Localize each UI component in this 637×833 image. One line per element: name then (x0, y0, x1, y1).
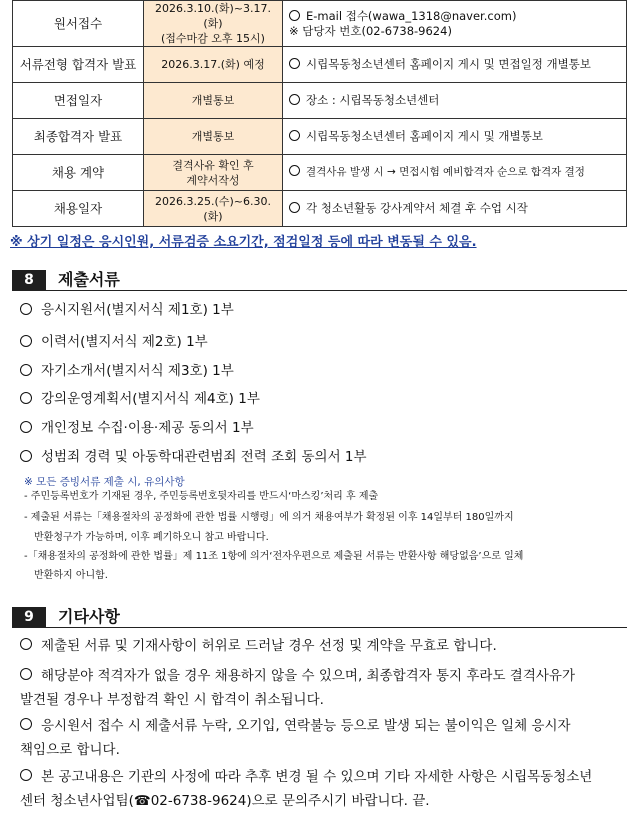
table-row (13, 119, 627, 155)
list-item-text: 발견될 경우나 부정합격 확인 시 합격이 취소됩니다. (20, 692, 324, 708)
note-text: 시립목동청소년센터 홈페이지 게시 및 면접일정 개별통보 (306, 57, 591, 71)
date-cell: 2026.3.25.(수)~6.30.(화) (144, 191, 283, 227)
note-line: - 주민등록번호가 기재된 경우, 주민등록번호뒷자리를 반드시‘마스킹’처리 후 제출 (24, 491, 379, 502)
stage-cell: 서류전형 합격자 발표 (13, 47, 144, 83)
list-item (20, 634, 624, 658)
date-line: 결격사유 확인 후 (172, 158, 254, 172)
note-line: 반환하지 아니함. (34, 570, 108, 581)
stage-cell: 면접일자 (13, 83, 144, 119)
circle-bullet-icon (20, 668, 32, 680)
section-title: 기타사항 (58, 607, 120, 626)
note-line: 반환청구가 가능하며, 이후 폐기하오니 참고 바랍니다. (34, 532, 269, 543)
note-text: 결격사유 발생 시 → 면접시험 예비합격자 순으로 합격자 결정 (306, 166, 585, 178)
circle-bullet-icon (289, 130, 300, 141)
list-item-text: 강의운영계획서(별지서식 제4호) 1부 (41, 391, 260, 407)
section-header-8 (12, 270, 627, 291)
list-item-text: 개인정보 수집·이용·제공 동의서 1부 (41, 420, 254, 436)
circle-bullet-icon (289, 10, 300, 21)
note-heading: ※ 모든 증빙서류 제출 시, 유의사항 (24, 476, 185, 488)
circle-bullet-icon (20, 335, 32, 347)
section-number: 9 (12, 607, 46, 627)
list-item-text: 본 공고내용은 기관의 사정에 따라 추후 변경 될 수 있으며 기타 자세한 사항은 시립목동청소년 (41, 769, 593, 785)
note-text: 장소 : 시립목동청소년센터 (306, 93, 440, 107)
date-cell: 개별통보 (144, 119, 283, 155)
circle-bullet-icon (20, 450, 32, 462)
schedule-table (12, 0, 627, 227)
list-item (20, 298, 234, 318)
note-cell (283, 47, 627, 83)
note-cell (283, 1, 627, 47)
circle-bullet-icon (289, 202, 300, 213)
date-line: (접수마감 오후 15시) (161, 32, 265, 45)
list-item-text: 해당분야 적격자가 없을 경우 채용하지 않을 수 있으며, 최종합격자 통지 후라도 결격사유가 (41, 668, 576, 684)
list-item-text: 제출된 서류 및 기재사항이 허위로 드러날 경우 선정 및 계약을 무효로 합니다. (41, 638, 497, 654)
circle-bullet-icon (20, 421, 32, 433)
section-title: 제출서류 (58, 270, 120, 289)
note-text: E-mail 접수(wawa_1318@naver.com) (306, 8, 517, 23)
list-item (20, 714, 624, 762)
circle-bullet-icon (20, 303, 32, 315)
circle-bullet-icon (20, 718, 32, 730)
table-row (13, 1, 627, 47)
schedule-change-notice: ※ 상기 일정은 응시인원, 서류검증 소요기간, 점검일정 등에 따라 변동될 수 있음. (10, 235, 477, 250)
list-item-text: 성범죄 경력 및 아동학대관련범죄 전력 조회 동의서 1부 (41, 449, 367, 465)
list-item-text: 응시지원서(별지서식 제1호) 1부 (41, 302, 234, 318)
stage-cell: 채용 계약 (13, 155, 144, 191)
circle-bullet-icon (289, 58, 300, 69)
list-item (20, 445, 367, 465)
note-line: -「채용절차의 공정화에 관한 법률」제 11조 1항에 의거‘전자우편으로 제출된 서류는 반환사항 해당없음’으로 일체 (24, 551, 524, 562)
date-cell: 2026.3.17.(화) 예정 (144, 47, 283, 83)
list-item-text: 자기소개서(별지서식 제3호) 1부 (41, 363, 234, 379)
note-text: 각 청소년활동 강사계약서 체결 후 수업 시작 (306, 201, 528, 215)
circle-bullet-icon (20, 392, 32, 404)
list-item (20, 664, 624, 712)
note-cell (283, 155, 627, 191)
table-row (13, 83, 627, 119)
date-line: 2026.3.10.(화)~3.17.(화) (155, 2, 271, 30)
note-text: ※ 담당자 번호(02-6738-9624) (289, 23, 452, 38)
stage-cell: 원서접수 (13, 1, 144, 47)
date-line: 계약서작성 (186, 173, 240, 187)
section-number: 8 (12, 270, 46, 290)
stage-cell: 채용일자 (13, 191, 144, 227)
list-item-text: 센터 청소년사업팀(☎02-6738-9624)으로 문의주시기 바랍니다. 끝. (20, 793, 430, 809)
list-item (20, 359, 234, 379)
note-cell (283, 191, 627, 227)
list-item (20, 330, 208, 350)
list-item-text: 책임으로 합니다. (20, 742, 120, 758)
circle-bullet-icon (20, 769, 32, 781)
note-cell (283, 119, 627, 155)
circle-bullet-icon (289, 94, 300, 105)
section-header-9 (12, 607, 627, 628)
note-line: - 제출된 서류는「채용절차의 공정화에 관한 법률 시행령」에 의거 채용여부가 확정된 이후 14일부터 180일까지 (24, 512, 514, 523)
circle-bullet-icon (20, 364, 32, 376)
circle-bullet-icon (20, 638, 32, 650)
stage-cell: 최종합격자 발표 (13, 119, 144, 155)
note-cell (283, 83, 627, 119)
list-item-text: 이력서(별지서식 제2호) 1부 (41, 334, 208, 350)
date-cell (144, 155, 283, 191)
circle-bullet-icon (289, 165, 300, 176)
note-text: 시립목동청소년센터 홈페이지 게시 및 개별통보 (306, 129, 543, 143)
list-item (20, 765, 624, 813)
table-row (13, 47, 627, 83)
table-row (13, 191, 627, 227)
date-cell (144, 1, 283, 47)
list-item-text: 응시원서 접수 시 제출서류 누락, 오기입, 연락불능 등으로 발생 되는 불이익은 일체 응시자 (41, 718, 571, 734)
table-row (13, 155, 627, 191)
date-cell: 개별통보 (144, 83, 283, 119)
list-item (20, 416, 254, 436)
list-item (20, 387, 260, 407)
